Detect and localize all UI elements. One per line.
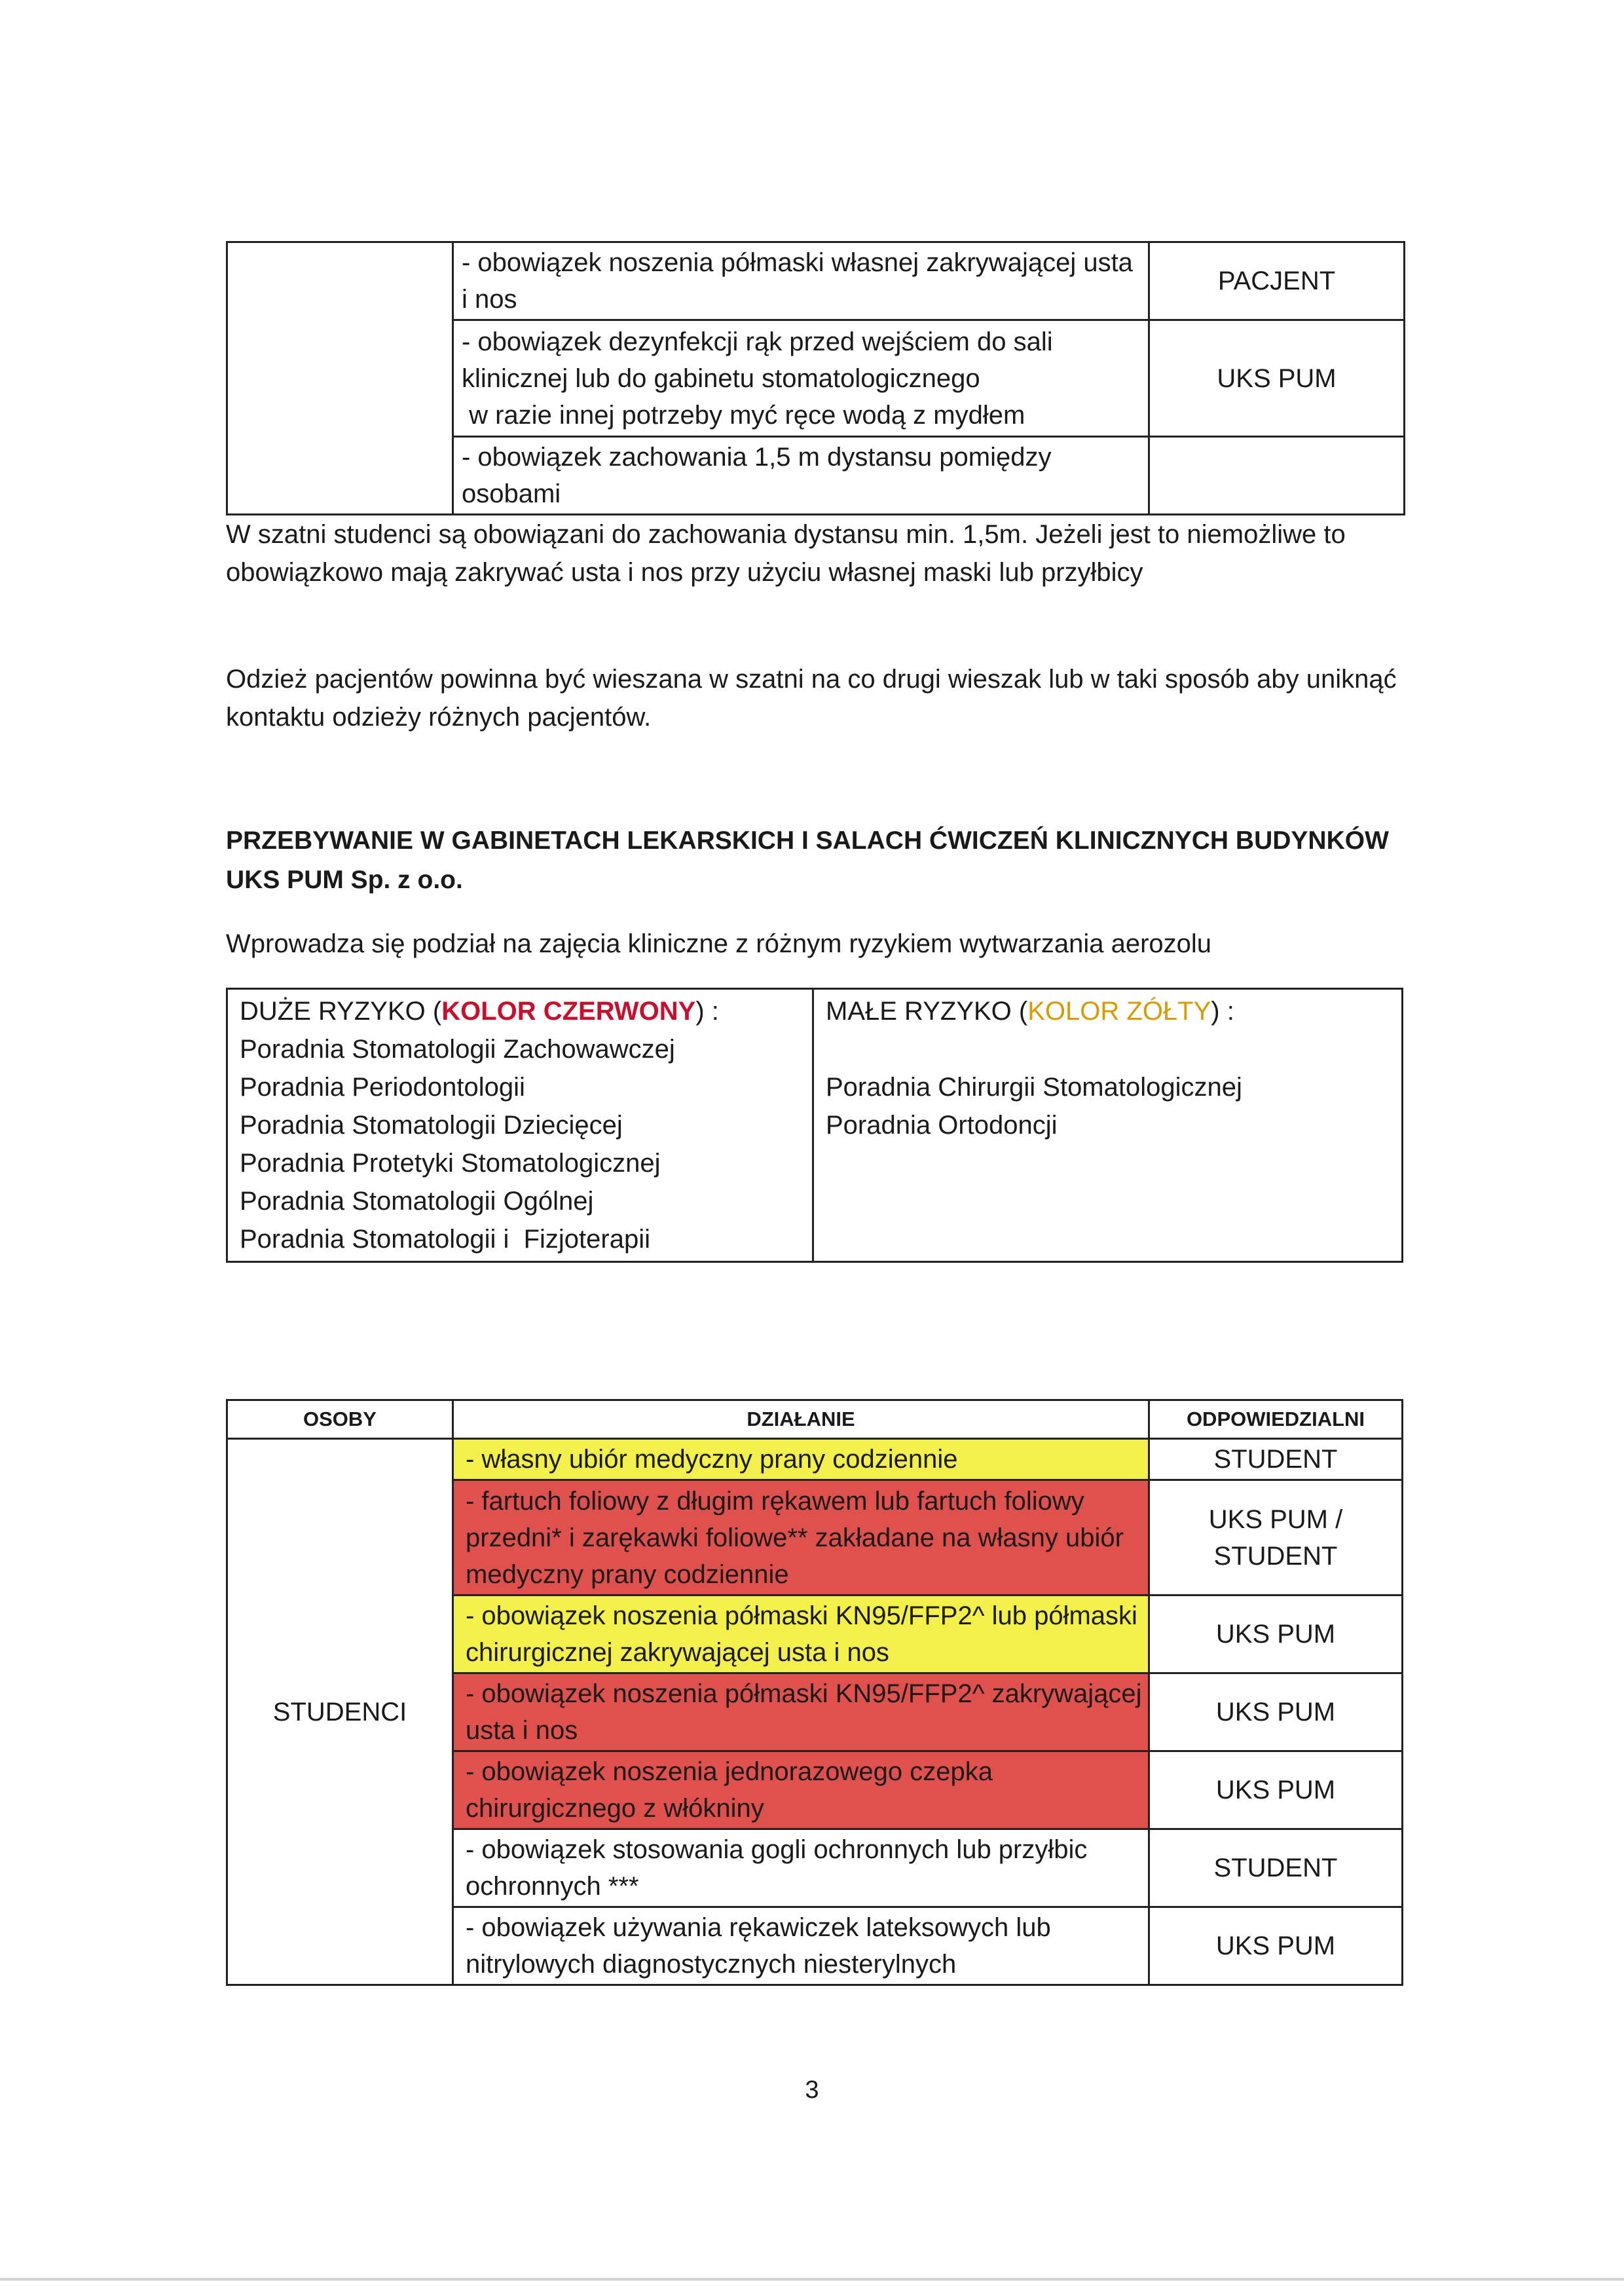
- action-line: - obowiązek dezynfekcji rąk przed wejściem do sali: [462, 327, 1053, 356]
- action-cell: - obowiązek noszenia półmaski KN95/FFP2^ lub półmaski chirurgicznej zakrywającej usta i nos: [453, 1595, 1149, 1673]
- yellow-color-tag: KOLOR ZÓŁTY: [1027, 997, 1211, 1026]
- header-action: DZIAŁANIE: [453, 1400, 1149, 1439]
- student-measures-table: [226, 1399, 1403, 1986]
- low-risk-heading: MAŁE RYZYKO (KOLOR ZÓŁTY) :: [826, 997, 1234, 1026]
- header-responsible: ODPOWIEDZIALNI: [1149, 1400, 1403, 1439]
- list-item: Poradnia Stomatologii Ogólnej: [240, 1187, 594, 1216]
- responsible-cell: UKS PUM: [1149, 320, 1405, 437]
- list-item: Poradnia Protetyki Stomatologicznej: [240, 1149, 661, 1178]
- action-cell: - obowiązek noszenia półmaski własnej zakrywającej usta i nos: [453, 242, 1149, 320]
- responsible-cell: UKS PUM: [1149, 1595, 1403, 1673]
- responsible-cell: UKS PUM: [1149, 1673, 1403, 1751]
- action-cell: - fartuch foliowy z długim rękawem lub fartuch foliowy przedni* i zarękawki foliowe** zakładane na własny ubiór medyczny prany codziennie: [453, 1480, 1149, 1595]
- action-cell: [453, 320, 1149, 437]
- action-cell: - obowiązek używania rękawiczek lateksowych lub nitrylowych diagnostycznych niesterylnych: [453, 1907, 1149, 1985]
- list-item: Poradnia Periodontologii: [240, 1073, 525, 1102]
- responsible-cell: UKS PUM: [1149, 1907, 1403, 1985]
- table-row: [227, 1439, 1403, 1480]
- clothing-paragraph: Odzież pacjentów powinna być wieszana w szatni na co drugi wieszak lub w taki sposób aby uniknąć kontaktu odzieży różnych pacjentów.: [226, 665, 1397, 732]
- responsible-cell: STUDENT: [1149, 1829, 1403, 1907]
- risk-table: [226, 988, 1403, 1263]
- persons-cell: STUDENCI: [227, 1439, 453, 1985]
- list-item: Poradnia Ortodoncji: [826, 1111, 1058, 1140]
- page-number: 3: [805, 2076, 819, 2104]
- top-measures-table: [226, 241, 1405, 515]
- responsible-cell: PACJENT: [1149, 242, 1405, 320]
- header-persons: OSOBY: [227, 1400, 453, 1439]
- list-item: Poradnia Chirurgii Stomatologicznej: [826, 1073, 1242, 1102]
- high-risk-cell: [227, 989, 813, 1262]
- action-cell: - obowiązek noszenia półmaski KN95/FFP2^ zakrywającej usta i nos: [453, 1673, 1149, 1751]
- list-item: Poradnia Stomatologii Zachowawczej: [240, 1035, 675, 1064]
- table-header-row: [227, 1400, 1403, 1439]
- red-color-tag: KOLOR CZERWONY: [441, 997, 696, 1026]
- action-cell: - własny ubiór medyczny prany codziennie: [453, 1439, 1149, 1480]
- section-heading: PRZEBYWANIE W GABINETACH LEKARSKICH I SALACH ĆWICZEŃ KLINICZNYCH BUDYNKÓW UKS PUM Sp. z o.o.: [226, 827, 1389, 894]
- responsible-cell: STUDENT: [1149, 1439, 1403, 1480]
- list-item: Poradnia Stomatologii Dziecięcej: [240, 1111, 623, 1140]
- cloakroom-paragraph: W szatni studenci są obowiązani do zachowania dystansu min. 1,5m. Jeżeli jest to niemożliwe to obowiązkowo mają zakrywać usta i nos przy użyciu własnej maski lub przyłbicy: [226, 520, 1346, 587]
- action-line: klinicznej lub do gabinetu stomatologicznego: [462, 364, 980, 393]
- responsible-cell: UKS PUM / STUDENT: [1149, 1480, 1403, 1595]
- action-cell: - obowiązek zachowania 1,5 m dystansu pomiędzy osobami: [453, 437, 1149, 515]
- persons-cell-empty: [227, 242, 453, 515]
- action-line: w razie innej potrzeby myć ręce wodą z mydłem: [462, 400, 1025, 430]
- table-row: [227, 242, 1405, 320]
- action-cell: - obowiązek noszenia jednorazowego czepka chirurgicznego z włókniny: [453, 1751, 1149, 1829]
- action-cell: - obowiązek stosowania gogli ochronnych lub przyłbic ochronnych ***: [453, 1829, 1149, 1907]
- high-risk-heading: DUŻE RYZYKO (KOLOR CZERWONY) :: [240, 997, 719, 1026]
- responsible-cell: UKS PUM: [1149, 1751, 1403, 1829]
- responsible-cell: [1149, 437, 1405, 515]
- list-item: Poradnia Stomatologii i Fizjoterapii: [240, 1225, 650, 1254]
- low-risk-cell: [813, 989, 1403, 1262]
- intro-text: Wprowadza się podział na zajęcia kliniczne z różnym ryzykiem wytwarzania aerozolu: [226, 929, 1212, 958]
- scan-edge-divider: [0, 2278, 1624, 2281]
